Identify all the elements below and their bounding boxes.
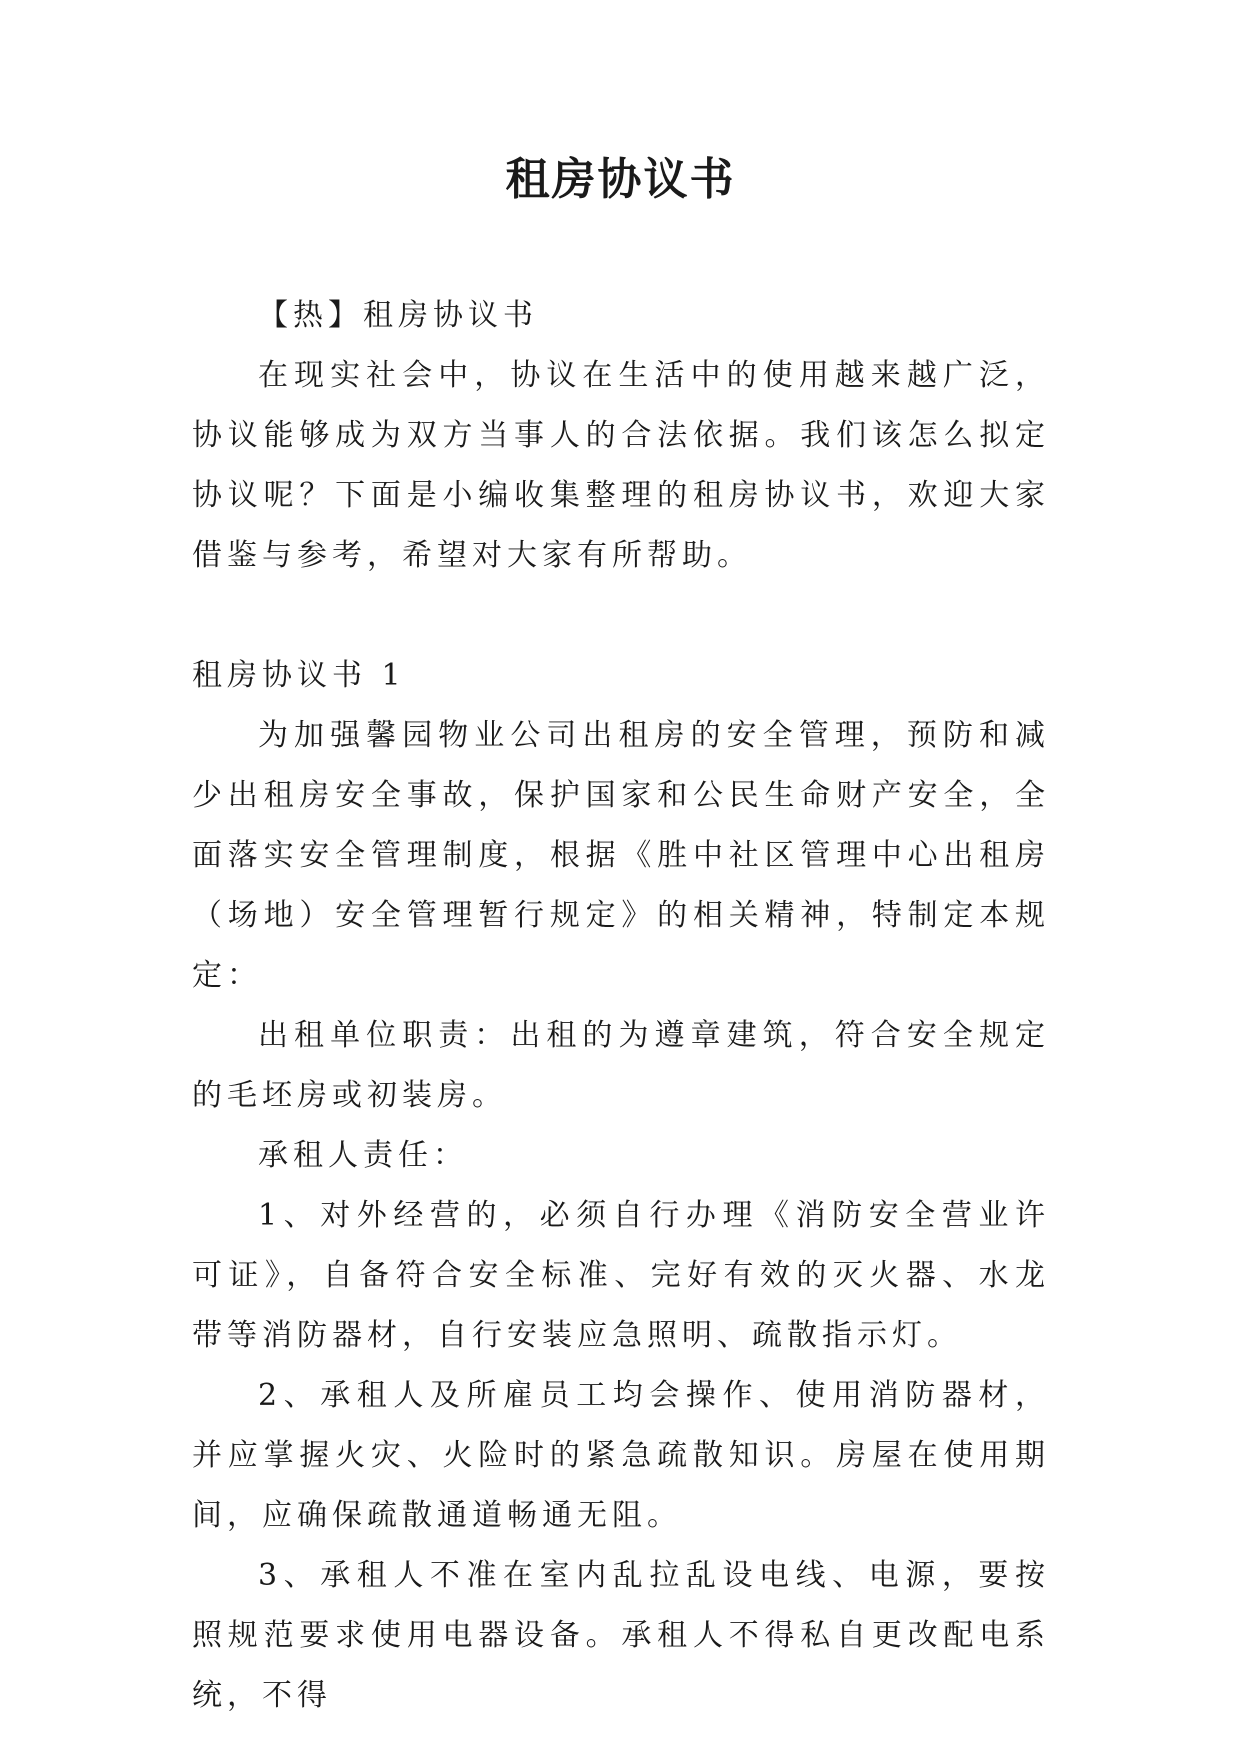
section-paragraph-1: 为加强馨园物业公司出租房的安全管理，预防和减少出租房安全事故，保护国家和公民生命财产安全，全面落实安全管理制度，根据《胜中社区管理中心出租房（场地）安全管理暂行规定》的相关精神，特制定本规定： [192,718,1050,993]
intro-subtitle: 【热】租房协议书 [258,298,538,333]
document-title: 租房协议书 [505,154,736,205]
section-heading: 租房协议书 1 [192,658,406,693]
document-body [192,286,1050,1726]
section-paragraph-6: 3、承租人不准在室内乱拉乱设电线、电源，要按照规范要求使用电器设备。承租人不得私自更改配电系统，不得 [192,1558,1050,1713]
section-paragraph-2: 出租单位职责：出租的为遵章建筑，符合安全规定的毛坯房或初装房。 [192,1018,1050,1113]
intro-paragraph: 在现实社会中，协议在生活中的使用越来越广泛，协议能够成为双方当事人的合法依据。我们该怎么拟定协议呢？下面是小编收集整理的租房协议书，欢迎大家借鉴与参考，希望对大家有所帮助。 [192,358,1050,573]
section-paragraph-5: 2、承租人及所雇员工均会操作、使用消防器材，并应掌握火灾、火险时的紧急疏散知识。房屋在使用期间，应确保疏散通道畅通无阻。 [192,1378,1050,1533]
section-paragraph-3: 承租人责任： [258,1138,468,1173]
section-paragraph-4: 1、对外经营的，必须自行办理《消防安全营业许可证》，自备符合安全标准、完好有效的灭火器、水龙带等消防器材，自行安装应急照明、疏散指示灯。 [192,1198,1050,1353]
